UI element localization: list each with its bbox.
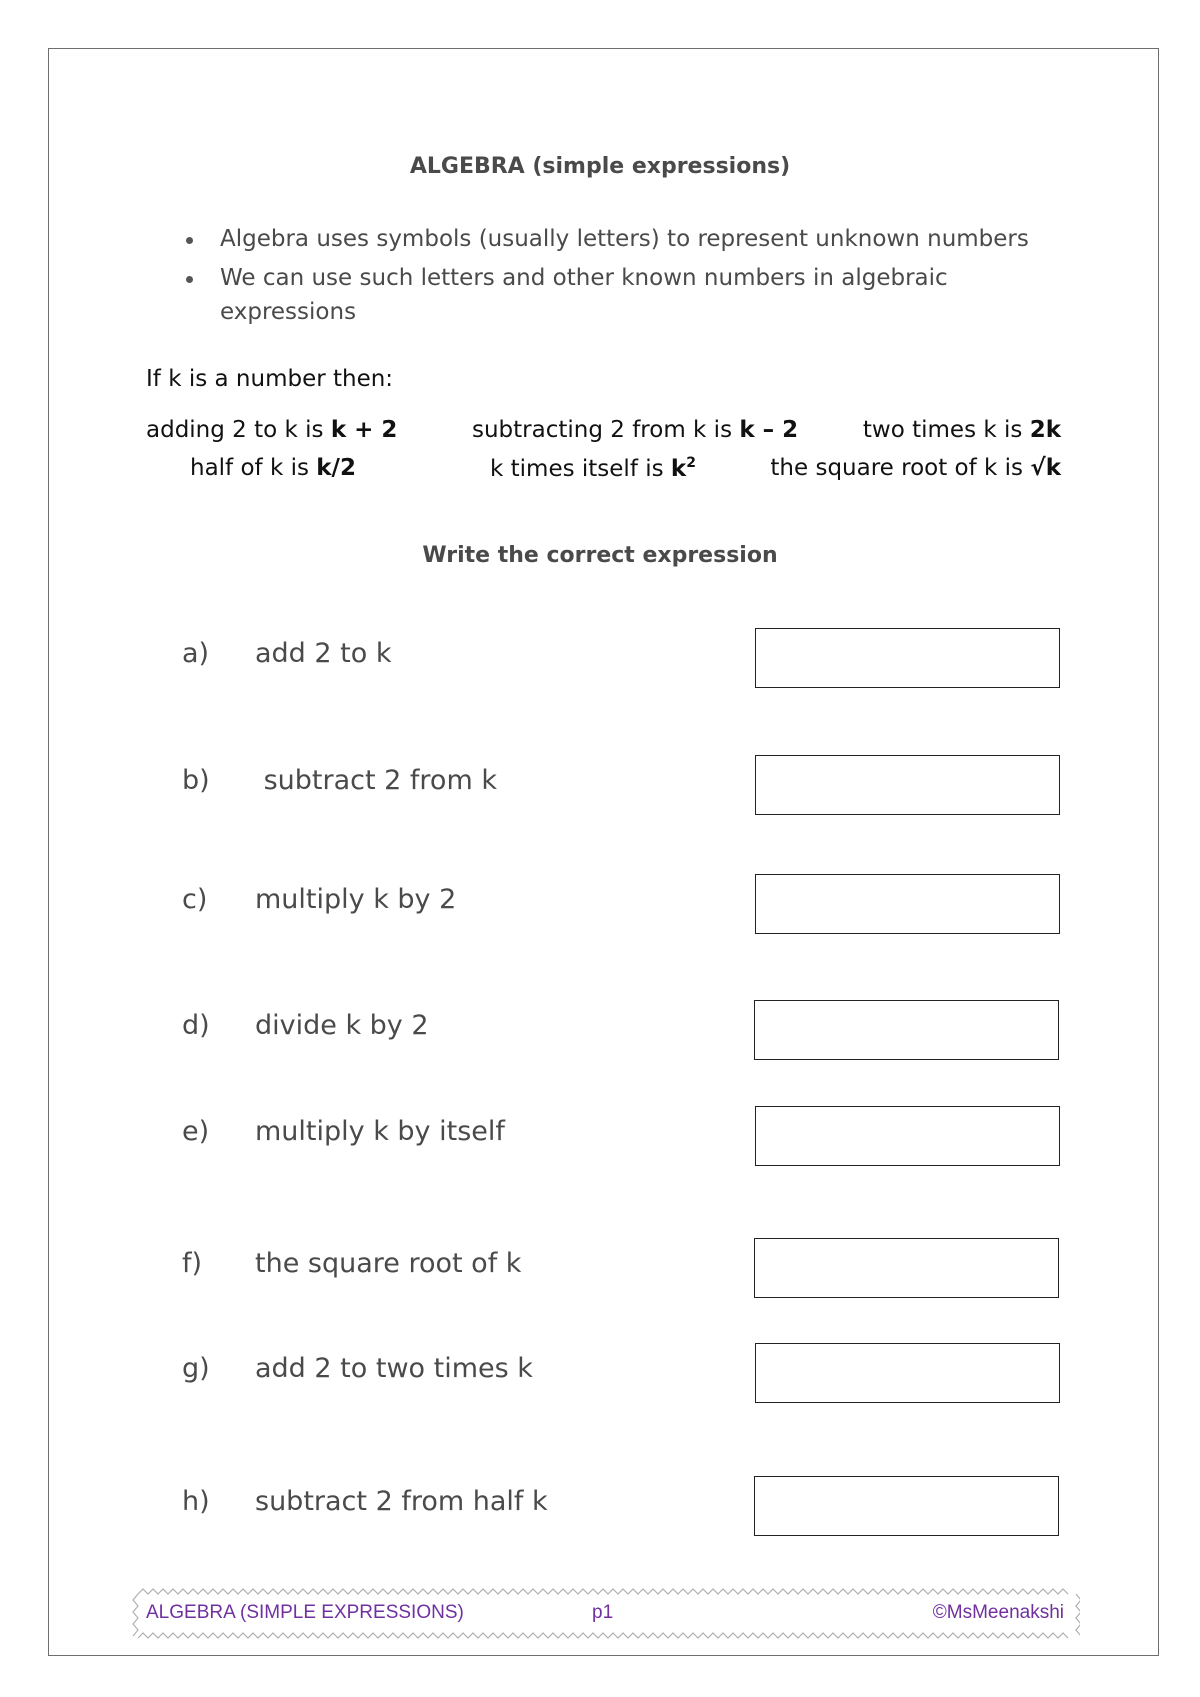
answer-box[interactable] xyxy=(754,1000,1059,1060)
rule-add xyxy=(146,417,397,443)
rule-label: the square root of k is xyxy=(770,455,1031,481)
rule-expression: k xyxy=(670,456,687,482)
question-text: multiply k by itself xyxy=(255,1116,505,1147)
question-letter: d) xyxy=(182,1010,210,1041)
question-letter: b) xyxy=(182,765,210,796)
footer-page-number: p1 xyxy=(592,1602,614,1623)
footer xyxy=(130,1584,1080,1644)
footer-title: ALGEBRA (SIMPLE EXPRESSIONS) xyxy=(146,1602,464,1623)
question-text: subtract 2 from k xyxy=(255,765,497,796)
question-letter: a) xyxy=(182,638,210,669)
answer-box[interactable] xyxy=(755,755,1060,815)
answer-box[interactable] xyxy=(755,874,1060,934)
rule-half xyxy=(190,455,356,481)
rule-expression: √k xyxy=(1030,455,1061,481)
bullet-item: Algebra uses symbols (usually letters) to represent unknown numbers xyxy=(220,226,1029,252)
question-letter: g) xyxy=(182,1353,210,1384)
question-letter: f) xyxy=(182,1248,203,1279)
bullet-icon xyxy=(186,237,193,244)
intro-text: If k is a number then: xyxy=(146,366,394,392)
bullet-item: We can use such letters and other known numbers in algebraic xyxy=(220,265,948,291)
answer-box[interactable] xyxy=(754,1238,1059,1298)
bullet-item-continuation: expressions xyxy=(220,299,357,325)
question-letter: h) xyxy=(182,1486,210,1517)
rule-square xyxy=(490,455,696,482)
rule-expression: k/2 xyxy=(316,455,356,481)
rule-label: half of k is xyxy=(190,455,317,481)
rule-double xyxy=(863,417,1061,443)
question-text: the square root of k xyxy=(255,1248,522,1279)
rule-expression: 2k xyxy=(1029,417,1061,443)
rule-expression: k – 2 xyxy=(739,417,799,443)
rule-sqrt xyxy=(770,455,1061,481)
rule-label: two times k is xyxy=(862,417,1030,443)
bullet-icon xyxy=(186,276,193,283)
answer-box[interactable] xyxy=(755,1343,1060,1403)
exercise-heading: Write the correct expression xyxy=(422,543,778,568)
rule-label: k times itself is xyxy=(490,456,671,482)
question-letter: e) xyxy=(182,1116,210,1147)
question-text: divide k by 2 xyxy=(255,1010,429,1041)
rule-subtract xyxy=(472,417,798,443)
rule-expression: k + 2 xyxy=(330,417,398,443)
question-text: add 2 to k xyxy=(255,638,392,669)
question-text: subtract 2 from half k xyxy=(255,1486,548,1517)
rule-label: subtracting 2 from k is xyxy=(472,417,740,443)
answer-box[interactable] xyxy=(755,628,1060,688)
question-letter: c) xyxy=(182,884,208,915)
answer-box[interactable] xyxy=(754,1476,1059,1536)
answer-box[interactable] xyxy=(755,1106,1060,1166)
question-text: add 2 to two times k xyxy=(255,1353,533,1384)
page-title: ALGEBRA (simple expressions) xyxy=(409,154,791,179)
rule-label: adding 2 to k is xyxy=(146,417,331,443)
footer-copyright: ©MsMeenakshi xyxy=(932,1602,1064,1623)
question-text: multiply k by 2 xyxy=(255,884,457,915)
rule-exponent: 2 xyxy=(686,455,696,471)
